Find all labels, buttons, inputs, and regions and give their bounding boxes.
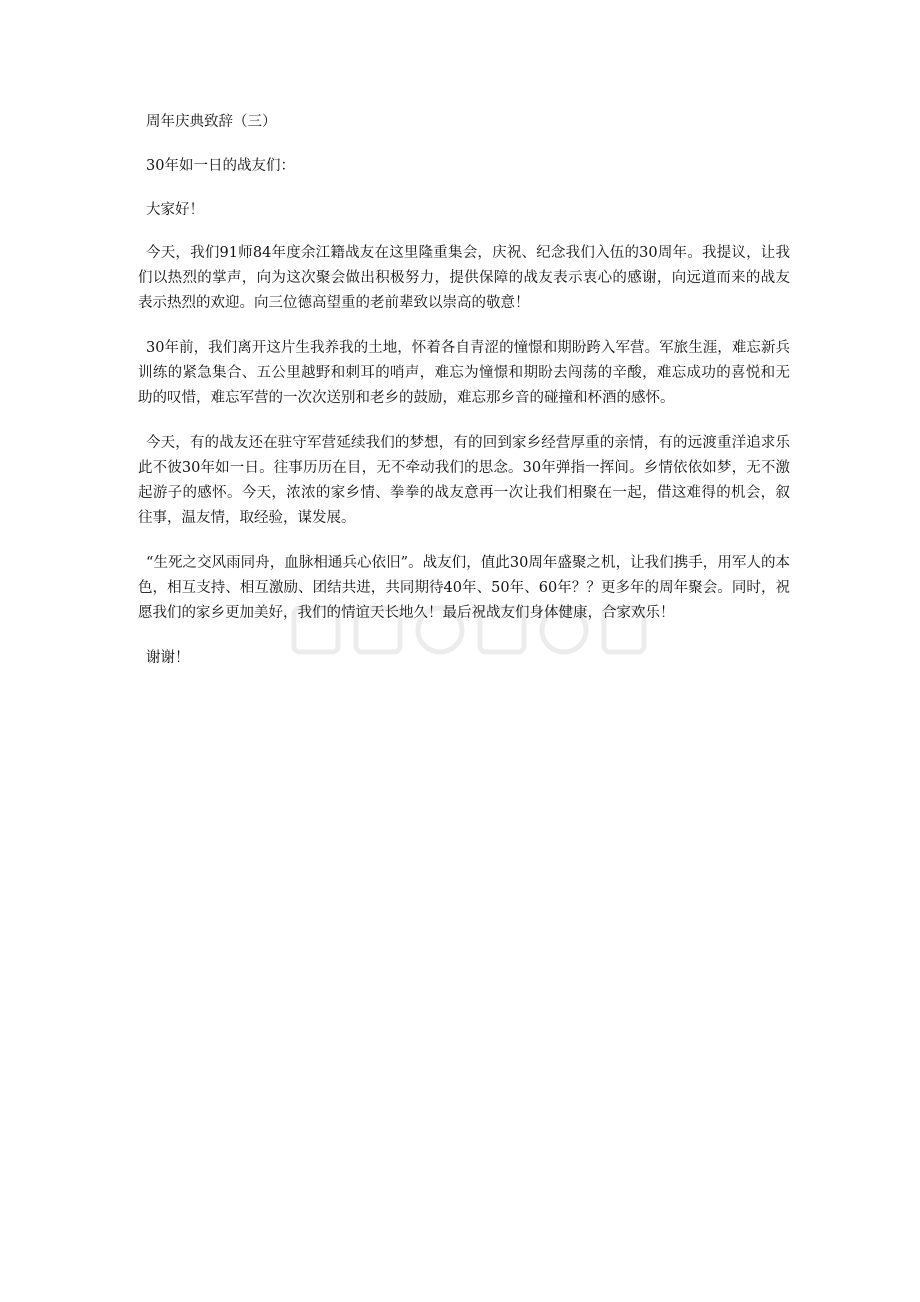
paragraph-1: 今天，我们91师84年度余江籍战友在这里隆重集会，庆祝、纪念我们入伍的30周年。我提议，让我们以热烈的掌声，向为这次聚会做出积极努力，提供保障的战友表示衷心的感谢，向远道而来的战友表示热烈的欢迎。向三位德高望重的老前辈致以崇高的敬意！	[138, 245, 790, 311]
document-title: 周年庆典致辞（三）	[146, 114, 277, 130]
greeting: 大家好！	[146, 202, 204, 218]
closing: 谢谢！	[146, 650, 190, 666]
paragraph-3: 今天，有的战友还在驻守军营延续我们的梦想，有的回到家乡经营厚重的亲情，有的远渡重洋追求乐此不彼30年如一日。往事历历在目，无不牵动我们的思念。30年弹指一挥间。乡情依依如梦，无不激起游子的感怀。今天，浓浓的家乡情、拳拳的战友意再一次让我们相聚在一起，借这难得的机会，叙往事，温友情，取经验，谋发展。	[138, 435, 790, 526]
paragraph-4: “生死之交风雨同舟，血脉相通兵心依旧”。战友们，值此30周年盛聚之机，让我们携手，用军人的本色，相互支持、相互激励、团结共进，共同期待40年、50年、60年？？更多年的周年聚会。同时，祝愿我们的家乡更加美好，我们的情谊天长地久！最后祝战友们身体健康，合家欢乐！	[138, 555, 790, 621]
document-body	[138, 110, 790, 691]
salutation: 30年如一日的战友们：	[146, 158, 295, 174]
paragraph-2: 30年前，我们离开这片生我养我的土地，怀着各自青涩的憧憬和期盼跨入军营。军旅生涯，难忘新兵训练的紧急集合、五公里越野和刺耳的哨声，难忘为憧憬和期盼去闯荡的辛酸，难忘成功的喜悦和无助的叹惜，难忘军营的一次次送别和老乡的鼓励，难忘那乡音的碰撞和杯酒的感怀。	[138, 340, 790, 406]
